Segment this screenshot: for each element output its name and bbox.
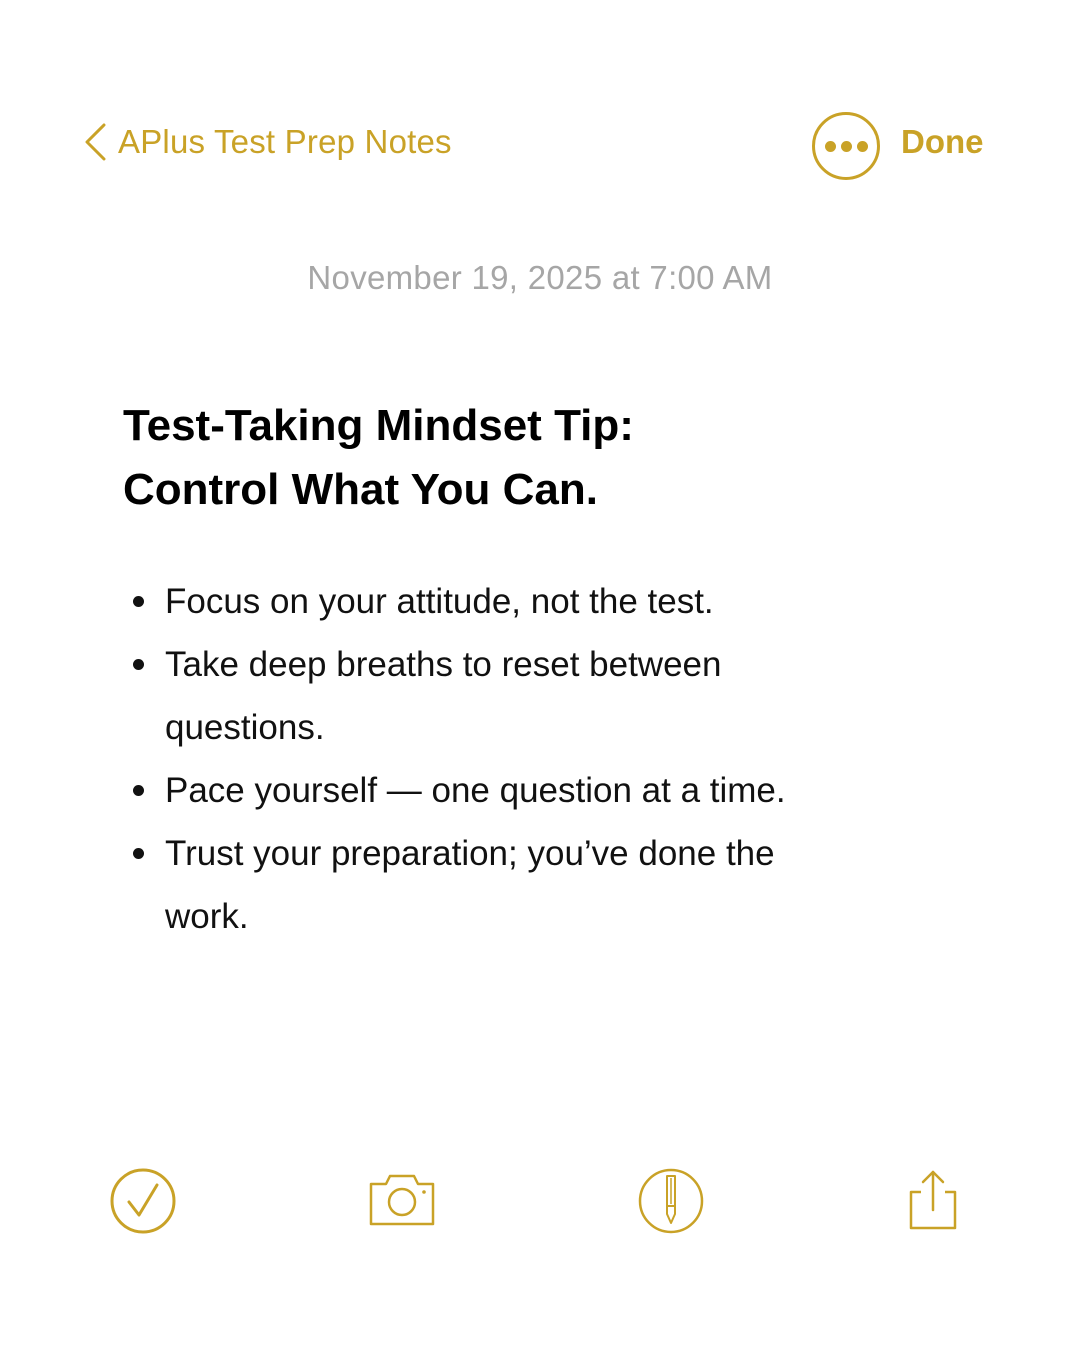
note-bullet-list[interactable] [123,570,983,948]
camera-icon [367,1166,437,1236]
checklist-icon [108,1166,178,1236]
list-item-text: Pace yourself — one question at a time. [165,771,786,810]
list-item-text: Focus on your attitude, not the test. [165,582,714,621]
ellipsis-circle-icon [825,141,836,152]
markup-pen-icon [636,1166,706,1236]
list-item [123,570,865,633]
list-item [123,822,865,948]
bullet-icon [133,659,144,670]
note-title-line-1: Test-Taking Mindset Tip: [123,401,634,450]
camera-button[interactable] [367,1166,437,1236]
bullet-icon [133,848,144,859]
list-item-text: Trust your preparation; you’ve done the work. [165,834,775,936]
list-item-text: Take deep breaths to reset between questions. [165,645,722,747]
share-icon [897,1166,967,1236]
done-button[interactable]: Done [901,123,984,160]
markup-button[interactable] [636,1166,706,1236]
chevron-left-icon [82,122,108,162]
more-options-button[interactable] [812,112,880,180]
list-item [123,759,865,822]
bullet-icon [133,596,144,607]
bullet-icon [133,785,144,796]
navigation-bar [0,100,1080,190]
note-title-line-2: Control What You Can. [123,465,598,514]
back-button-label: APlus Test Prep Notes [118,123,452,160]
share-button[interactable] [897,1166,967,1236]
checklist-button[interactable] [108,1166,178,1236]
back-button[interactable] [82,122,452,162]
list-item [123,633,865,759]
note-title[interactable] [123,394,983,522]
note-timestamp: November 19, 2025 at 7:00 AM [307,259,773,296]
